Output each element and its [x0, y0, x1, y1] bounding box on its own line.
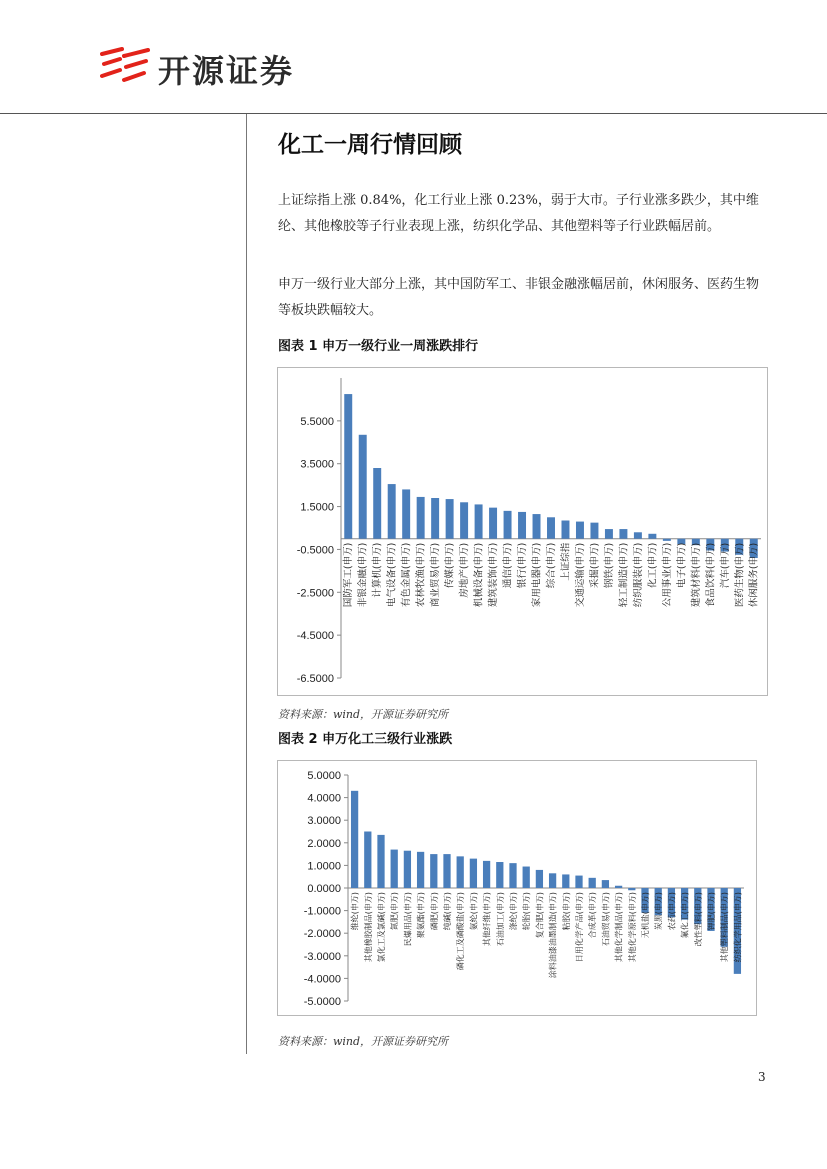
category-label: 汽车(申万) [719, 542, 731, 589]
logo-stroke [104, 59, 120, 64]
bar [446, 499, 454, 539]
y-tick-label: 5.5000 [300, 415, 334, 428]
category-label: 建筑装饰(申万) [488, 542, 500, 608]
bar [351, 791, 358, 888]
figure-1-title: 图表 1 申万一级行业一周涨跌排行 [278, 339, 479, 354]
bar [402, 489, 410, 538]
brand-mark-icon [100, 46, 152, 86]
category-label: 公用事业(申万) [661, 542, 673, 608]
category-label: 氨纶(申万) [469, 892, 479, 931]
bar [547, 517, 555, 538]
brand-name: 开源证券 [158, 52, 295, 90]
category-label: 维纶(申万) [350, 892, 360, 931]
bar [489, 508, 497, 539]
bar [404, 851, 411, 888]
category-label: 传媒(申万) [444, 542, 456, 589]
bar [509, 863, 516, 888]
bar [562, 874, 569, 888]
category-label: 轮胎(申万) [522, 892, 532, 931]
category-label: 磷肥(申万) [429, 892, 439, 931]
category-label: 电气设备(申万) [386, 542, 398, 608]
summary-paragraph-2: 申万一级行业大部分上涨，其中国防军工、非银金融涨幅居前，休闲服务、医药生物等板块跌幅较大。 [278, 277, 760, 318]
bar [344, 394, 352, 539]
bar [470, 859, 477, 888]
category-label: 家用电器(申万) [531, 542, 543, 608]
summary-paragraph-1: 上证综指上涨 0.84%，化工行业上涨 0.23%，弱于大市。子行业涨多跌少，其中维纶、其他橡胶等子行业表现上涨，纺织化学品、其他塑料等子行业跌幅居前。 [278, 193, 759, 234]
category-label: 其他塑料制品(申万) [720, 892, 730, 963]
category-label: 合成革(申万) [588, 892, 598, 939]
category-label: 氟化工(申万) [680, 892, 690, 939]
y-tick-label: 3.5000 [300, 458, 334, 471]
bar [475, 504, 483, 538]
category-label: 轻工制造(申万) [618, 542, 630, 608]
category-label: 综合(申万) [546, 542, 557, 589]
bar [628, 888, 635, 890]
category-label: 非银金融(申万) [357, 542, 369, 608]
bar [590, 523, 598, 539]
category-label: 其他化学制品(申万) [614, 892, 624, 963]
category-label: 纺织服装(申万) [632, 542, 644, 608]
bar [388, 484, 396, 539]
y-tick-label: -0.5000 [296, 544, 334, 557]
bar [605, 529, 613, 539]
bar [443, 854, 450, 888]
category-label: 纺织化学用品(申万) [733, 892, 743, 963]
category-label: 石油加工(申万) [495, 892, 505, 947]
category-label: 通信(申万) [502, 542, 514, 589]
category-label: 房地产(申万) [459, 542, 471, 598]
y-tick-label: -2.0000 [303, 928, 341, 941]
category-label: 其他化学原料(申万) [627, 892, 637, 963]
category-label: 其他纤维(申万) [482, 892, 492, 947]
chart-1-svg [278, 368, 767, 695]
bar [457, 856, 464, 888]
category-label: 商业贸易(申万) [430, 542, 442, 608]
y-tick-label: -2.5000 [296, 587, 334, 600]
y-tick-label: -1.0000 [303, 905, 341, 918]
logo-stroke [102, 70, 120, 76]
category-label: 石油贸易(申万) [601, 892, 611, 947]
bar [377, 835, 384, 888]
y-tick-label: -4.0000 [303, 973, 341, 986]
category-label: 粘胶(申万) [561, 892, 571, 931]
bar [648, 534, 656, 539]
figure-2-title: 图表 2 申万化工三级行业涨跌 [278, 732, 453, 747]
category-label: 聚氨酯(申万) [416, 892, 426, 939]
y-tick-label: 3.0000 [307, 815, 341, 828]
category-label: 化工(申万) [647, 542, 659, 589]
bar [576, 522, 584, 539]
y-tick-label: -5.0000 [303, 996, 341, 1008]
header-divider [0, 113, 827, 114]
y-tick-label: 0.0000 [307, 883, 341, 895]
category-label: 农林牧渔(申万) [415, 542, 427, 608]
category-label: 氯化工及氯碱(申万) [377, 892, 386, 963]
category-label: 上证综指 [560, 542, 572, 581]
margin-divider [246, 114, 247, 1054]
category-label: 银行(申万) [517, 542, 529, 589]
bar [533, 514, 541, 539]
logo-stroke [124, 73, 144, 80]
y-tick-label: 4.0000 [307, 792, 341, 805]
category-label: 涂料油漆油墨制造(申万) [548, 892, 558, 979]
bar [483, 861, 490, 888]
figure-2-chart [277, 760, 757, 1016]
category-label: 改性塑料(申万) [693, 892, 703, 947]
bar [634, 532, 642, 538]
bar [562, 521, 570, 539]
bar [602, 880, 609, 888]
category-label: 机械设备(申万) [473, 542, 485, 608]
y-tick-label: -6.5000 [296, 673, 334, 685]
category-label: 医药生物(申万) [734, 542, 746, 608]
category-label: 国防军工(申万) [343, 542, 355, 608]
y-tick-label: -4.5000 [296, 630, 334, 643]
bar [536, 870, 543, 888]
bar [460, 502, 468, 538]
category-label: 复合肥(申万) [535, 892, 545, 939]
category-label: 民爆用品(申万) [403, 892, 413, 947]
category-label: 磷化工及磷酸盐(申万) [456, 892, 466, 971]
bar [431, 498, 439, 539]
category-label: 建筑材料(申万) [690, 542, 702, 608]
bar [663, 539, 671, 541]
figure-2-source: 资料来源：wind，开源证券研究所 [278, 1035, 449, 1048]
category-label: 钾肥(申万) [707, 892, 716, 931]
brand-logo [100, 44, 340, 90]
category-label: 食品饮料(申万) [705, 542, 717, 608]
page-number: 3 [758, 1070, 766, 1084]
category-label: 采掘(申万) [589, 542, 601, 589]
category-label: 有色金属(申万) [401, 542, 413, 608]
bar [364, 832, 371, 889]
logo-stroke [102, 49, 122, 54]
bar [575, 876, 582, 888]
bar [615, 886, 622, 888]
bar [504, 511, 512, 539]
y-tick-label: -3.0000 [303, 950, 341, 963]
category-label: 休闲服务(申万) [748, 542, 760, 608]
y-tick-label: 5.0000 [307, 770, 341, 782]
bar [518, 512, 526, 539]
category-label: 纯碱(申万) [443, 892, 452, 931]
bar [373, 468, 381, 539]
figure-1-chart [277, 367, 768, 696]
category-label: 氮肥(申万) [390, 892, 400, 931]
logo-stroke [124, 50, 148, 56]
chart-2-svg [278, 761, 756, 1015]
bar [549, 873, 556, 888]
bar [417, 852, 424, 888]
category-label: 无机盐(申万) [641, 892, 650, 939]
bar [430, 854, 437, 888]
y-tick-label: 1.0000 [307, 860, 341, 873]
section-title: 化工一周行情回顾 [278, 131, 462, 158]
y-tick-label: 2.0000 [307, 837, 341, 850]
category-label: 炭黑(申万) [654, 892, 664, 931]
category-label: 涤纶(申万) [509, 892, 518, 931]
category-label: 交通运输(申万) [574, 542, 586, 608]
figure-1-source: 资料来源：wind，开源证券研究所 [278, 708, 449, 721]
logo-stroke [126, 61, 146, 67]
bar [496, 862, 503, 888]
bar [619, 529, 627, 539]
category-label: 日用化学产品(申万) [575, 892, 584, 963]
category-label: 电子(申万) [676, 542, 688, 589]
bar [417, 497, 425, 539]
category-label: 农药(申万) [667, 892, 677, 931]
bar [589, 878, 596, 888]
bar [523, 867, 530, 888]
category-label: 其他橡胶制品(申万) [363, 892, 373, 963]
category-label: 钢铁(申万) [603, 542, 615, 589]
bar [359, 435, 367, 539]
category-label: 计算机(申万) [372, 542, 384, 598]
bar [391, 850, 398, 888]
y-tick-label: 1.5000 [300, 501, 334, 514]
